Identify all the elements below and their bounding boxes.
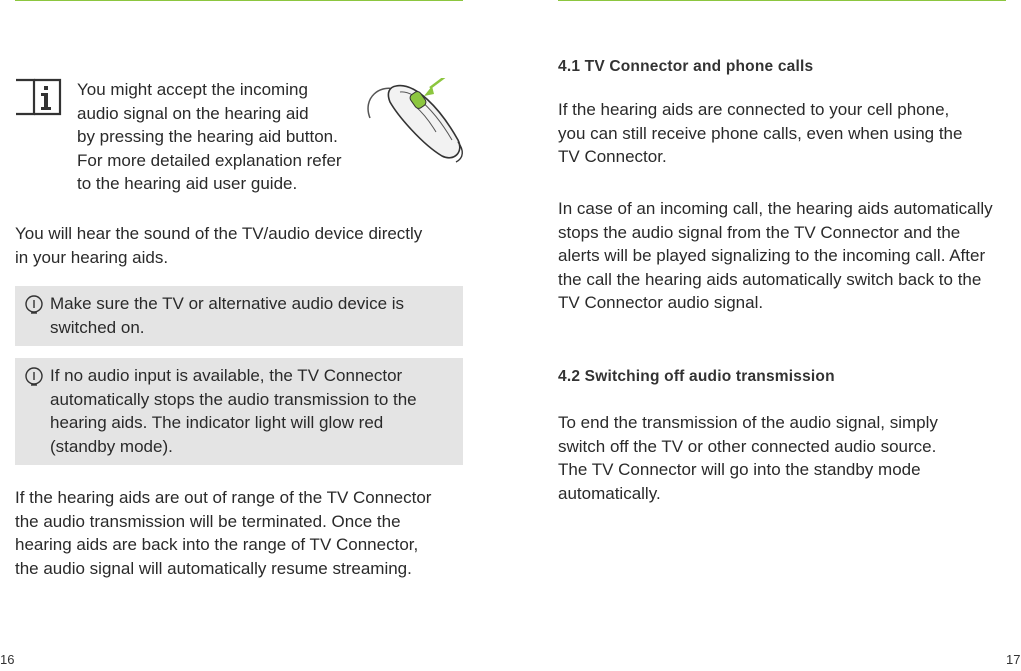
section-4-2-paragraph-1: To end the transmission of the audio signal, simply switch off the TV or other connected audio source. The TV Connector will go into the standby mode automatically. bbox=[558, 413, 938, 503]
lightbulb-icon bbox=[23, 294, 45, 316]
right-top-rule bbox=[558, 0, 1006, 1]
note-box-2 bbox=[15, 358, 463, 465]
page-number-left: 16 bbox=[0, 652, 15, 667]
hearing-aid-illustration bbox=[360, 78, 470, 168]
book-info-icon bbox=[14, 76, 62, 118]
info-note-text: You might accept the incoming audio signal on the hearing aid by pressing the hearing aid button. For more detailed explanation refer to the hearing aid user guide. bbox=[77, 80, 342, 193]
section-4-1-heading: 4.1 TV Connector and phone calls bbox=[558, 58, 814, 75]
left-top-rule bbox=[15, 0, 463, 1]
section-4-1-paragraph-2: In case of an incoming call, the hearing aids automatically stops the audio signal from the TV Connector and the alerts will be played signalizing to the incoming call. After the call the hearing aids automatically switch back to the TV Connector audio signal. bbox=[558, 199, 993, 312]
note-box-1 bbox=[15, 286, 463, 346]
section-4-2-heading: 4.2 Switching off audio transmission bbox=[558, 368, 835, 385]
intro-paragraph: You will hear the sound of the TV/audio device directly in your hearing aids. bbox=[15, 224, 423, 267]
lightbulb-icon bbox=[23, 366, 45, 388]
page-number-right: 17 bbox=[1006, 652, 1021, 667]
note-2-text: If no audio input is available, the TV Connector automatically stops the audio transmission to the hearing aids. The indicator light will glow red (standby mode). bbox=[50, 366, 417, 456]
note-1-text: Make sure the TV or alternative audio device is switched on. bbox=[50, 294, 405, 337]
out-of-range-paragraph: If the hearing aids are out of range of the TV Connector the audio transmission will be terminated. Once the hearing aids are back into the range of TV Connector, the audio signal will automatically resume streaming. bbox=[15, 488, 432, 578]
section-4-1-paragraph-1: If the hearing aids are connected to your cell phone, you can still receive phone calls, even when using the TV Connector. bbox=[558, 100, 963, 166]
